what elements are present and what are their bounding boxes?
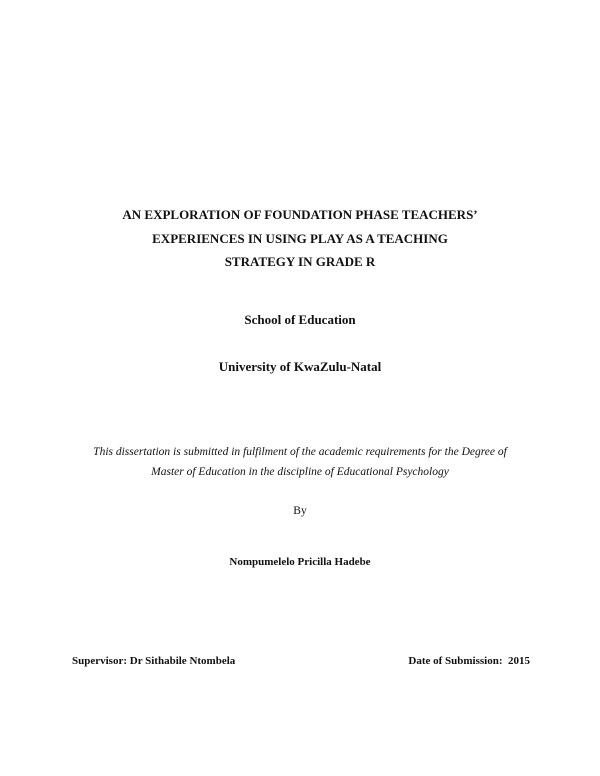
author-name: Nompumelelo Pricilla Hadebe	[229, 556, 371, 568]
supervisor-text: Supervisor: Dr Sithabile Ntombela	[72, 655, 236, 667]
submission-date-text: Date of Submission: 2015	[408, 655, 530, 667]
title-line-2: EXPERIENCES IN USING PLAY AS A TEACHING	[152, 230, 448, 246]
school-name: School of Education	[244, 312, 356, 327]
university-name: University of KwaZulu-Natal	[218, 359, 382, 374]
title-line-3: STRATEGY IN GRADE R	[224, 254, 376, 269]
thesis-title	[0, 203, 600, 274]
title-line-1: AN EXPLORATION OF FOUNDATION PHASE TEACHERS’	[122, 207, 478, 222]
statement-line-1: This dissertation is submitted in fulfilment of the academic requirements for the Degree of	[93, 446, 507, 458]
statement-line-2: Master of Education in the discipline of Educational Psychology	[151, 466, 449, 478]
footer-row	[72, 655, 530, 667]
submission-statement	[0, 442, 600, 482]
by-label: By	[293, 505, 307, 517]
